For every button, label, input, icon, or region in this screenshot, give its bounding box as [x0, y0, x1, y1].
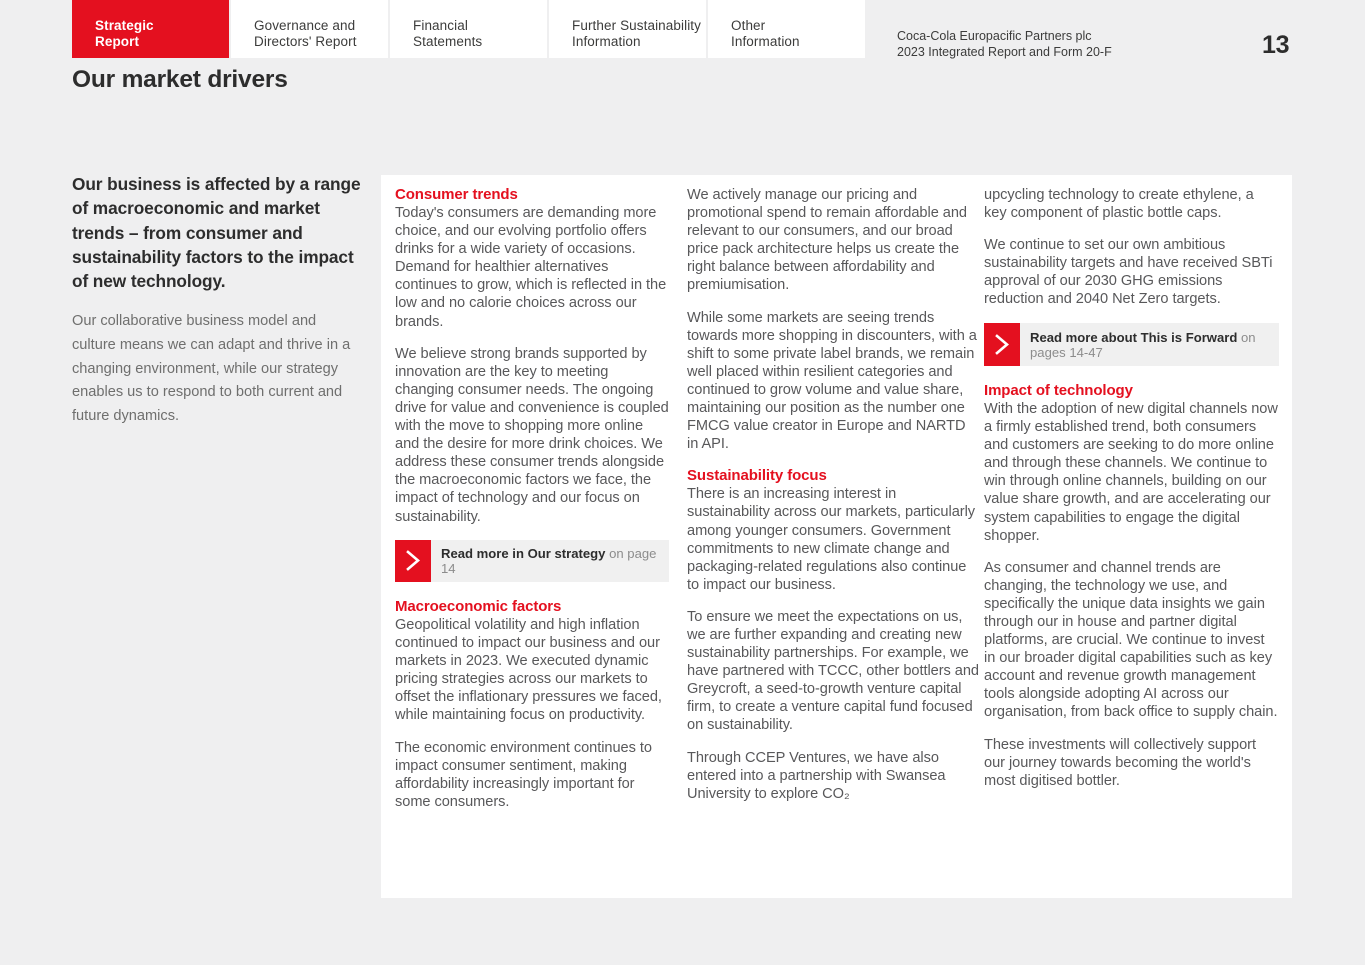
tab-strategic-report[interactable]	[72, 0, 229, 58]
content-columns	[381, 175, 1292, 825]
paragraph: These investments will collectively support our journey towards becoming the world's most digitised bottler.	[984, 736, 1256, 789]
tab-label-line1: Financial	[413, 18, 468, 33]
callout-light-label: on page 14	[441, 545, 657, 576]
paragraph: We continue to set our own ambitious sustainability targets and have received SBTi approval of our 2030 GHG emissions reduction and 2040 Net Zero targets.	[984, 237, 1273, 308]
tab-further-sustainability-information[interactable]	[549, 0, 706, 58]
tab-label-line1: Further Sustainability	[572, 18, 702, 33]
paragraph: There is an increasing interest in sustainability across our markets, particularly among younger consumers. Government commitments to new climate change and packaging-related regulations also continue to impact our business.	[687, 486, 976, 593]
tab-governance-and-directors-report[interactable]	[231, 0, 388, 58]
callout-text	[431, 540, 669, 582]
tab-other-information[interactable]	[708, 0, 865, 58]
callout-bold-label: Read more about This is Forward	[1030, 329, 1238, 345]
paragraph: upcycling technology to create ethylene, a key component of plastic bottle caps.	[984, 187, 1254, 222]
paragraph: Through CCEP Ventures, we have also entered into a partnership with Swansea University to explore CO₂	[687, 749, 946, 802]
paragraph: While some markets are seeing trends towards more shopping in discounters, with a shift to some private label brands, we remain well placed within resilient categories and continued to grow volume and value share, maintaining our position as the number one FMCG value creator in Europe and NARTD in API.	[687, 309, 977, 453]
page-header	[0, 0, 1365, 58]
heading-sustainability-focus: Sustainability focus	[687, 467, 827, 485]
paragraph: The economic environment continues to impact consumer sentiment, making affordability increasingly important for some consumers.	[395, 739, 652, 810]
page-number: 13	[1262, 31, 1290, 59]
content-column-2	[669, 175, 979, 825]
tab-label-line2: Report	[95, 33, 140, 49]
tab-label-line2: Information	[731, 33, 800, 49]
paragraph: We actively manage our pricing and promotional spend to remain affordable and relevant to our consumers, and our broad price pack architecture helps us create the right balance between affordability and premiumisation.	[687, 187, 967, 294]
page-title: Our market drivers	[72, 66, 288, 93]
paragraph: With the adoption of new digital channels now a firmly established trend, both consumers and customers are seeking to do more online and through these channels. We continue to win through online channels, building on our value share growth, and are accelerating our system capabilities to engage the digital shopper.	[984, 400, 1278, 544]
intro-column	[72, 172, 364, 428]
callout-bold-label: Read more in Our strategy	[441, 545, 606, 561]
read-more-our-strategy-callout[interactable]	[395, 540, 669, 582]
content-column-1	[381, 175, 669, 825]
section-tabs	[72, 0, 867, 58]
intro-lead-statement: Our business is affected by a range of macroeconomic and market trends – from consumer and sustainability factors to the impact of new technology.	[72, 174, 361, 292]
heading-consumer-trends: Consumer trends	[395, 186, 518, 203]
intro-body-text: Our collaborative business model and culture means we can adapt and thrive in a changing environment, while our strategy enables us to respond to both current and future dynamics.	[72, 313, 351, 424]
heading-macroeconomic-factors: Macroeconomic factors	[395, 598, 562, 615]
paragraph: To ensure we meet the expectations on us, we are further expanding and creating new sustainability partnerships. For example, we have partnered with TCCC, other bottlers and Greycroft, a seed-to-growth venture capital firm, to create a venture capital fund focused on sustainability.	[687, 608, 979, 734]
tab-financial-statements[interactable]	[390, 0, 547, 58]
paragraph: As consumer and channel trends are changing, the technology we use, and specifically the unique data insights we gain through our in house and partner digital platforms, are crucial. We continue to invest in our broader digital capabilities such as key account and revenue growth management tools alongside adopting AI across our organisation, from back office to supply chain.	[984, 559, 1278, 721]
tab-label-line2: Statements	[413, 33, 483, 49]
chevron-right-icon	[984, 323, 1020, 366]
tab-label-line1: Strategic	[95, 18, 154, 33]
tab-label-line2: Information	[572, 33, 641, 49]
paragraph: Geopolitical volatility and high inflation continued to impact our business and our markets in 2023. We executed dynamic pricing strategies across our markets to offset the inflationary pressures we faced, while maintaining focus on productivity.	[395, 617, 662, 724]
heading-impact-of-technology: Impact of technology	[984, 381, 1133, 399]
callout-text	[1020, 323, 1279, 366]
report-identifier	[897, 29, 1112, 60]
paragraph: Today's consumers are demanding more choice, and our evolving portfolio offers drinks for a wide variety of occasions. Demand for healthier alternatives continues to grow, which is reflected in the low and no calorie choices across our brands.	[395, 205, 667, 330]
paragraph: We believe strong brands supported by innovation are the key to meeting changing consumer needs. The ongoing drive for value and convenience is coupled with the move to shopping more online and the desire for more drink choices. We address these consumer trends alongside the macroeconomic factors we face, the impact of technology and our focus on sustainability.	[395, 345, 669, 525]
report-document-name: 2023 Integrated Report and Form 20-F	[897, 44, 1112, 59]
content-column-3	[979, 175, 1279, 825]
chevron-right-icon	[395, 540, 431, 582]
report-company-name: Coca-Cola Europacific Partners plc	[897, 29, 1092, 43]
tab-label-line2: Directors' Report	[254, 33, 357, 49]
tab-label-line1: Other	[731, 18, 766, 33]
content-panel	[381, 175, 1292, 898]
read-more-this-is-forward-callout[interactable]	[984, 323, 1279, 366]
tab-label-line1: Governance and	[254, 18, 356, 33]
callout-light-label: on pages 14-47	[1030, 329, 1256, 360]
